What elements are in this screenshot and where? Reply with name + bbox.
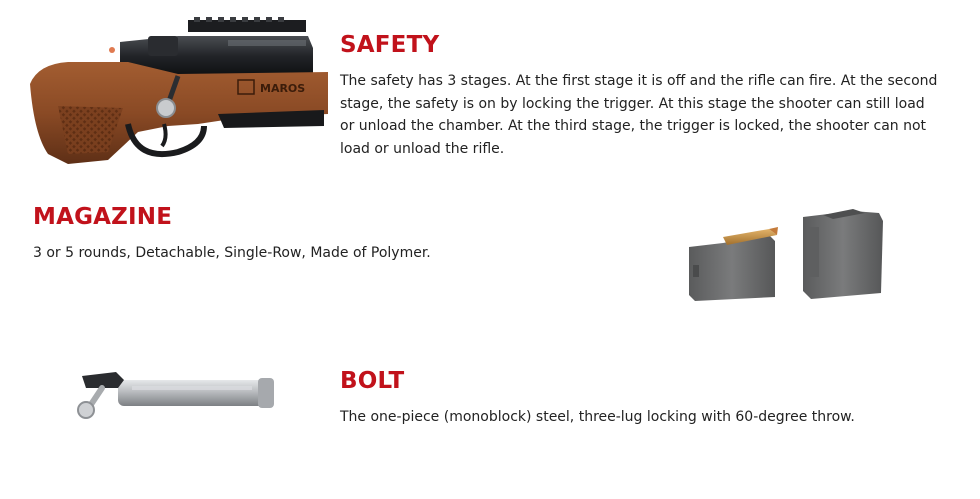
safety-section <box>340 32 940 160</box>
magazine-illustration <box>683 205 893 305</box>
magazine-heading: MAGAZINE <box>33 204 173 230</box>
safety-description: The safety has 3 stages. At the first stage it is off and the rifle can fire. At the second stage, the safety is on by locking the trigger. At this stage the shooter can still load or unload the chamber. At the third stage, the trigger is locked, the shooter can not load or unload the rifle. <box>340 73 938 157</box>
bolt-heading: BOLT <box>340 368 405 394</box>
magazine-image <box>683 205 893 305</box>
magazine-section <box>33 204 593 265</box>
bolt-description: The one-piece (monoblock) steel, three-lug locking with 60-degree throw. <box>340 409 855 425</box>
bolt-image <box>72 366 277 428</box>
bolt-illustration <box>72 366 277 428</box>
rifle-illustration <box>28 14 328 164</box>
magazine-description: 3 or 5 rounds, Detachable, Single-Row, Made of Polymer. <box>33 245 431 261</box>
rifle-brand-mark: MAROS <box>260 82 306 95</box>
rifle-safety-image <box>28 14 328 164</box>
safety-heading: SAFETY <box>340 32 440 58</box>
bolt-section <box>340 368 940 429</box>
